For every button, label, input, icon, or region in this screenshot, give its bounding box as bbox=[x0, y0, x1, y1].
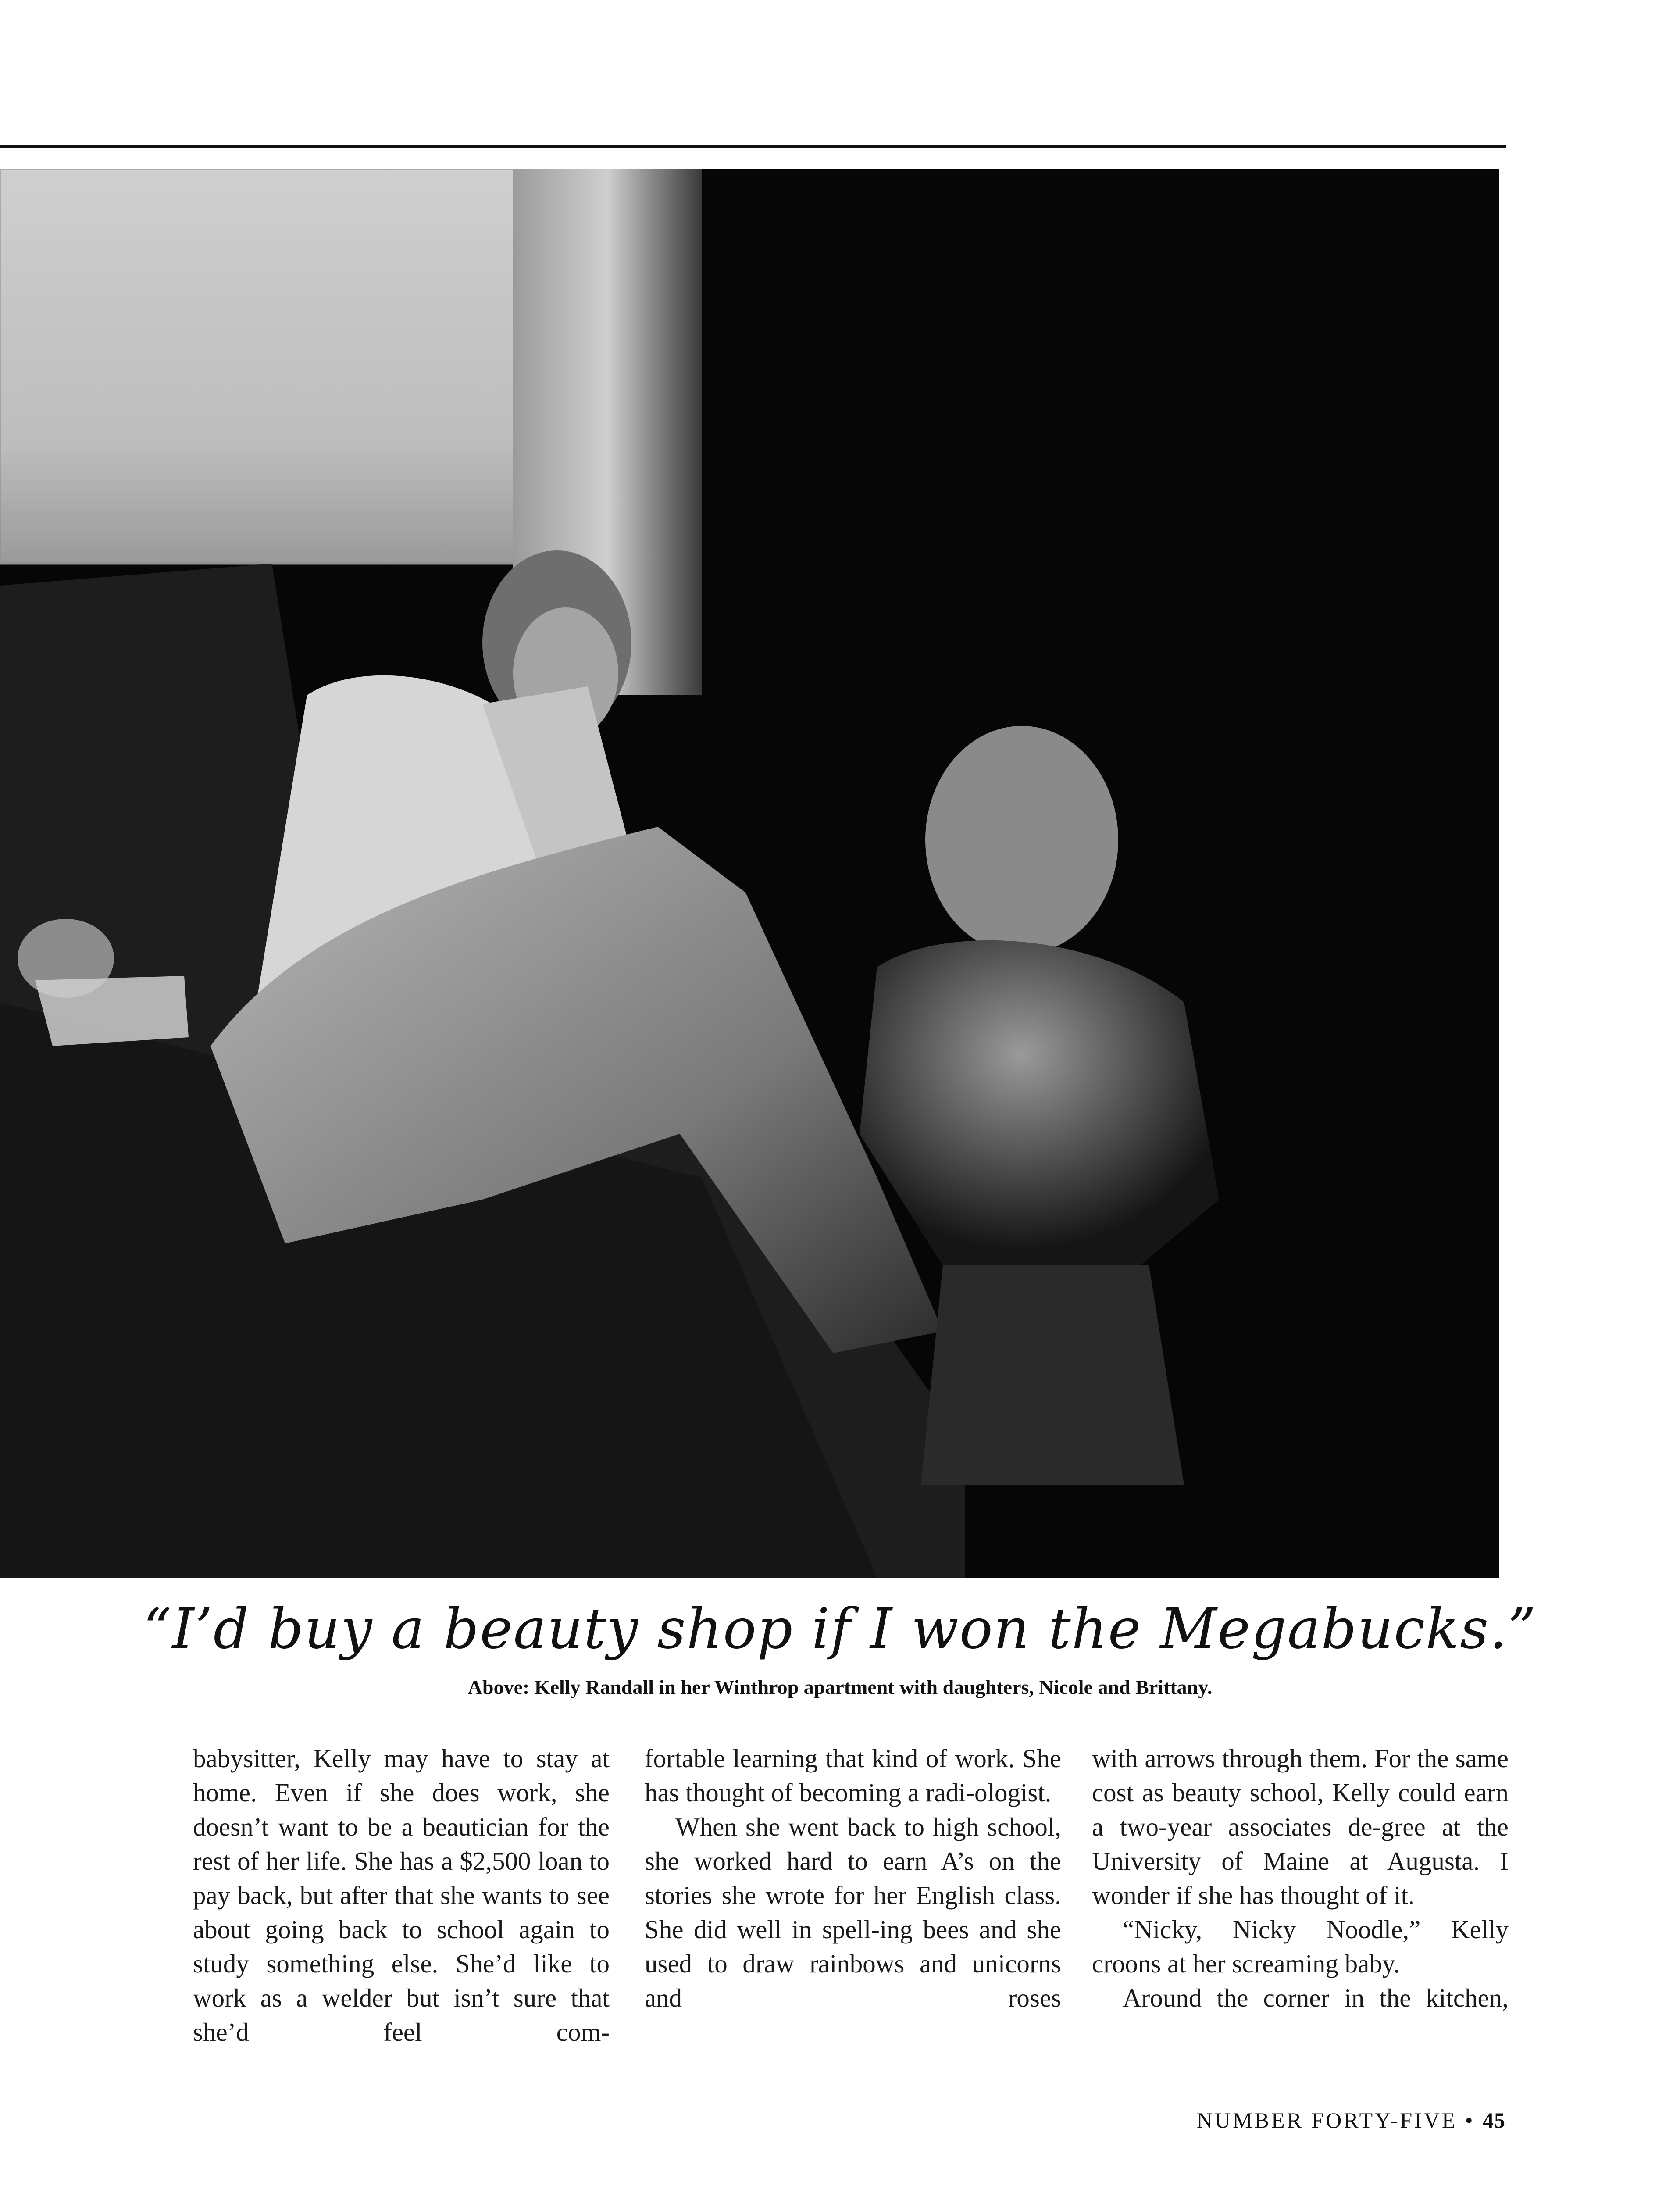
text-column-1 bbox=[193, 1741, 610, 2049]
bullet-separator: • bbox=[1465, 2108, 1475, 2132]
photograph bbox=[0, 169, 1499, 1578]
paragraph: babysitter, Kelly may have to stay at home. Even if she does work, she doesn’t want to be a beautician for the rest of her life. She has a $2,500 loan to pay back, but after that she wants to see about going back to school again to study something else. She’d like to work as a welder but isn’t sure that she’d feel com- bbox=[193, 1744, 610, 2047]
photo-illustration bbox=[0, 169, 1499, 1578]
paragraph: with arrows through them. For the same cost as beauty school, Kelly could earn a two-year associates de-gree at the University of Maine at Augusta. I wonder if she has thought of it. bbox=[1092, 1744, 1509, 1910]
paragraph: Around the corner in the kitchen, bbox=[1123, 1983, 1509, 2012]
issue-label: NUMBER FORTY-FIVE bbox=[1196, 2108, 1458, 2132]
page-number: 45 bbox=[1483, 2108, 1505, 2132]
photo-caption: Above: Kelly Randall in her Winthrop apartment with daughters, Nicole and Brittany. bbox=[467, 1676, 1213, 1698]
paragraph: fortable learning that kind of work. She has thought of becoming a radi-ologist. bbox=[645, 1744, 1061, 1807]
text-column-3 bbox=[1092, 1741, 1509, 2015]
page-footer bbox=[1197, 2107, 1505, 2133]
paragraph: “Nicky, Nicky Noodle,” Kelly croons at her screaming baby. bbox=[1092, 1915, 1509, 1978]
paragraph: When she went back to high school, she worked hard to earn A’s on the stories she wrote for her English class. She did well in spell-ing bees and she used to draw rainbows and unicorns and roses bbox=[645, 1812, 1061, 2012]
header-rule bbox=[0, 145, 1506, 148]
text-column-2 bbox=[645, 1741, 1061, 2015]
pull-quote: “I’d buy a beauty shop if I won the Megabucks.” bbox=[143, 1597, 1537, 1661]
